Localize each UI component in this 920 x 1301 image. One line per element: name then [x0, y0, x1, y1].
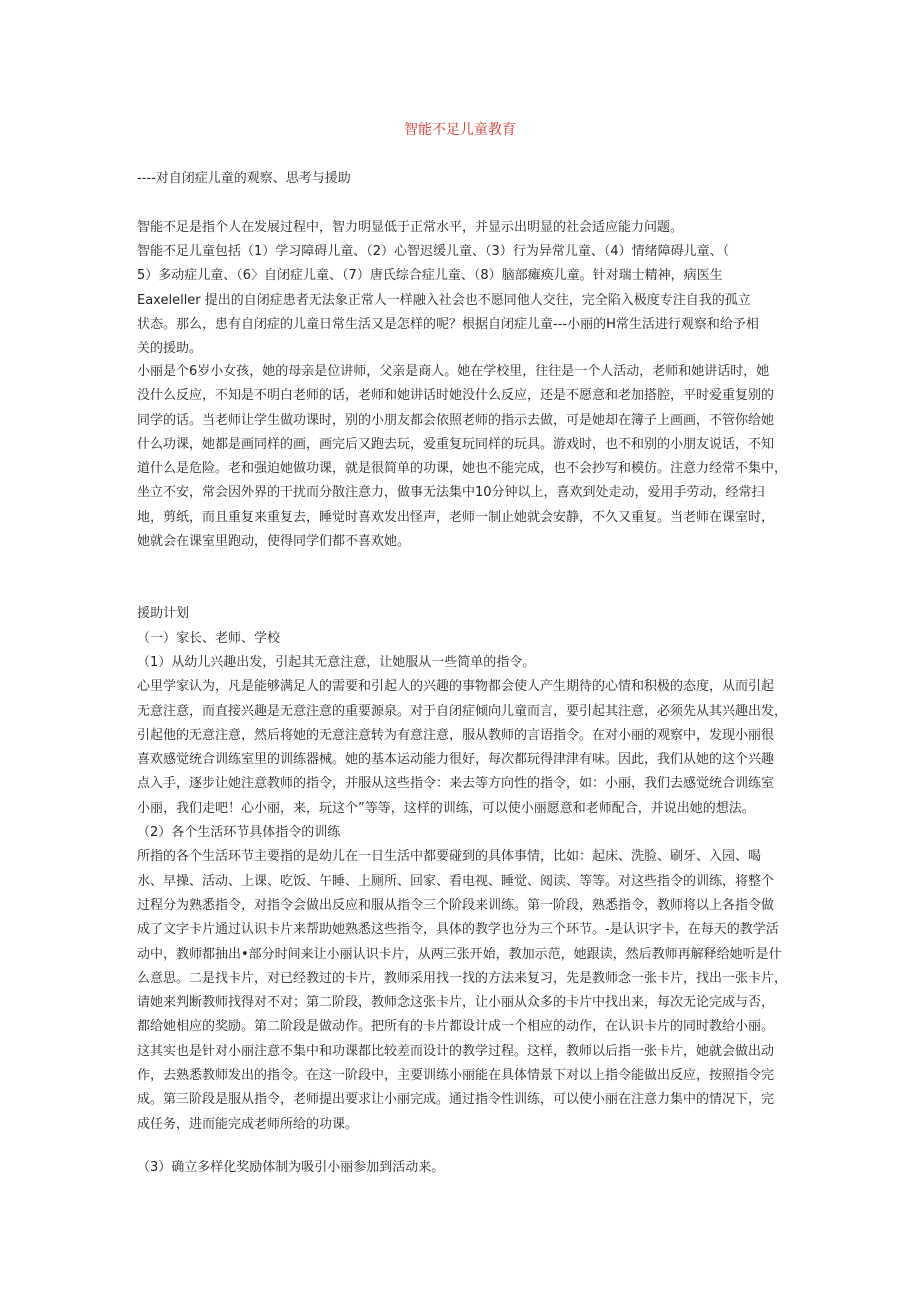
steps-section: [137, 651, 787, 1137]
step3-line: （3）确立多样化奖励体制为吸引小丽参加到活动来。: [137, 1160, 445, 1175]
intro-paragraph: [137, 216, 787, 240]
case-line: 她就会在课室里跑动，使得同学们都不喜欢她。: [137, 534, 411, 550]
classification-line: 5）多动症儿童、（6〉自闭症儿童、（7）唐氏综合症儿童、（8）脑部瘫痪儿童。针对瑞士精神，病医生: [137, 268, 723, 284]
classification-line: Eaxeleller 提出的自闭症患者无法象正常人一样融入社会也不愿同他人交往，完全陷入极度专注自我的孤立: [137, 292, 751, 308]
case-line: 同学的话。当老师让学生做功课时，别的小朋友都会依照老师的指示去做，可是她却在簿子上画画，不管你给她: [137, 412, 775, 428]
step-line: （2）各个生活环节具体指令的训练: [137, 825, 341, 841]
step-line: 作，去熟悉教师发出的指令。在这一阶段中，主要训练小丽能在具体情景下对以上指令能做出反应，按照指令完: [137, 1068, 775, 1084]
step-line: 成任务，进而能完成老师所给的功课。: [137, 1116, 359, 1132]
case-line: 坐立不安，常会因外界的干扰而分散注意力，做事无法集中10分钟以上，喜欢到处走动，爱用手劳动，经常扫: [137, 485, 765, 501]
step-line: 过程分为熟悉指令，对指令会做出反应和服从指令三个阶段来训练。第一阶段，熟悉指令，教师将以上各指令做: [137, 897, 775, 913]
step-line: 成了文字卡片通过认识卡片来帮助她熟悉这些指令，具体的教学也分为三个环节。-是认识字卡，在每天的教学活: [137, 922, 779, 938]
classification-line: 关的援助。: [137, 341, 203, 357]
plan-heading: [137, 602, 787, 626]
document-subtitle: ----对自闭症儿童的观察、思考与援助: [137, 171, 351, 186]
step-line: （1）从幼儿兴趣出发，引起其无意注意，让她服从一些简单的指令。: [137, 655, 536, 670]
step3-heading: [137, 1156, 787, 1180]
step-line: 成。第三阶段是服从指令，老师提出要求让小丽完成。通过指令性训练，可以使小丽在注意力集中的情况下，完: [137, 1092, 775, 1108]
case-line: 小丽是个6岁小女孩，她的母亲是位讲师，父亲是商人。她在学校里，往往是一个人活动，老师和她讲话时，她: [137, 364, 770, 379]
case-line: 道什么是危险。老和强迫她做功课，就是很简单的功课，她也不能完成，也不会抄写和模仿。注意力经常不集中，: [137, 461, 787, 477]
case-description-paragraph: [137, 360, 787, 554]
step-line: 引起他的无意注意，然后将她的无意注意转为有意注意，服从教师的言语指令。在对小丽的观察中，发现小丽很: [137, 727, 775, 743]
step-line: 无意注意，而直接兴趣是无意注意的重要源泉。对于自闭症倾向儿童而言，要引起其注意，必须先从其兴趣出发，: [137, 703, 787, 719]
section1-title: （一）家长、老师、学校: [137, 631, 281, 646]
case-line: 地，剪纸，而且重复来重复去，睡觉时喜欢发出怪声，老师一制止她就会安静，不久又重复。当老师在课室时，: [137, 509, 775, 525]
classification-line: 智能不足儿童包括（1）学习障碍儿童、（2）心智迟缓儿童、（3）行为异常儿童、（4）情绪障碍儿童、（: [137, 244, 730, 259]
step-line: 点入手，逐步让她注意教师的指令，并服从这些指令：来去等方向性的指令，如：小丽，我们去感觉统合训练室: [137, 776, 775, 792]
step-line: 都给她相应的奖励。第二阶段是做动作。把所有的卡片都设计成一个相应的动作，在认识卡片的同时教给小丽。: [137, 1019, 775, 1035]
step-line: 么意思。二是找卡片，对已经教过的卡片，教师采用找一找的方法来复习，先是教师念一张卡片，找出一张卡片，: [137, 970, 787, 986]
step-line: 喜欢感觉统合训练室里的训练器械。她的基本运动能力很好，每次都玩得津津有味。因此，我们从她的这个兴趣: [137, 752, 775, 768]
step-line: 心里学家认为，凡是能够满足人的需要和引起人的兴趣的事物都会使人产生期待的心情和积极的态度，从而引起: [137, 679, 775, 695]
step-line: 这其实也是针对小丽注意不集中和功课都比较差而设计的教学过程。这样，教师以后指一张卡片，她就会做出动: [137, 1043, 775, 1059]
case-line: 什么功课，她都是画同样的画，画完后又跑去玩，爱重复玩同样的玩具。游戏时，也不和别的小朋友说话，不知: [137, 436, 775, 452]
step-line: 动中，教师都抽出•部分时间来让小丽认识卡片，从两三张开始，教加示范，她跟读，然后教师再解释给她听是什: [137, 946, 782, 962]
step-line: 请她来判断教师找得对不对；第二阶段，教师念这张卡片，让小丽从众多的卡片中找出来，每次无论完成与否，: [137, 995, 775, 1011]
classification-paragraph: [137, 240, 787, 361]
step-line: 水、早操、活动、上课、吃饭、午睡、上厕所、回家、看电视、睡觉、阅读、等等。对这些指令的训练，将整个: [137, 873, 775, 889]
step-line: 小丽，我们走吧！心小丽，来，玩这个”等等，这样的训练，可以使小丽愿意和老师配合，并说出她的想法。: [137, 800, 755, 816]
plan-title: 援助计划: [137, 606, 190, 621]
classification-line: 状态。那么，患有自闭症的儿童日常生活又是怎样的呢？根据自闭症儿童---小丽的H常生活进行观察和给予相: [137, 316, 759, 332]
step-line: 所指的各个生活环节主要指的是幼儿在一日生活中都要碰到的具体事情，比如：起床、洗脸、刷牙、入园、喝: [137, 849, 762, 865]
document-title: 智能不足儿童教育: [404, 122, 516, 138]
case-line: 没什么反应，不知是不明白老师的话，老师和她讲话时她没什么反应，还是不愿意和老加搭腔，平时爱重复别的: [137, 388, 775, 404]
section1-heading: [137, 627, 787, 651]
intro-line: 智能不足是指个人在发展过程中，智力明显低于正常水平，并显示出明显的社会适应能力问题。: [137, 220, 684, 235]
